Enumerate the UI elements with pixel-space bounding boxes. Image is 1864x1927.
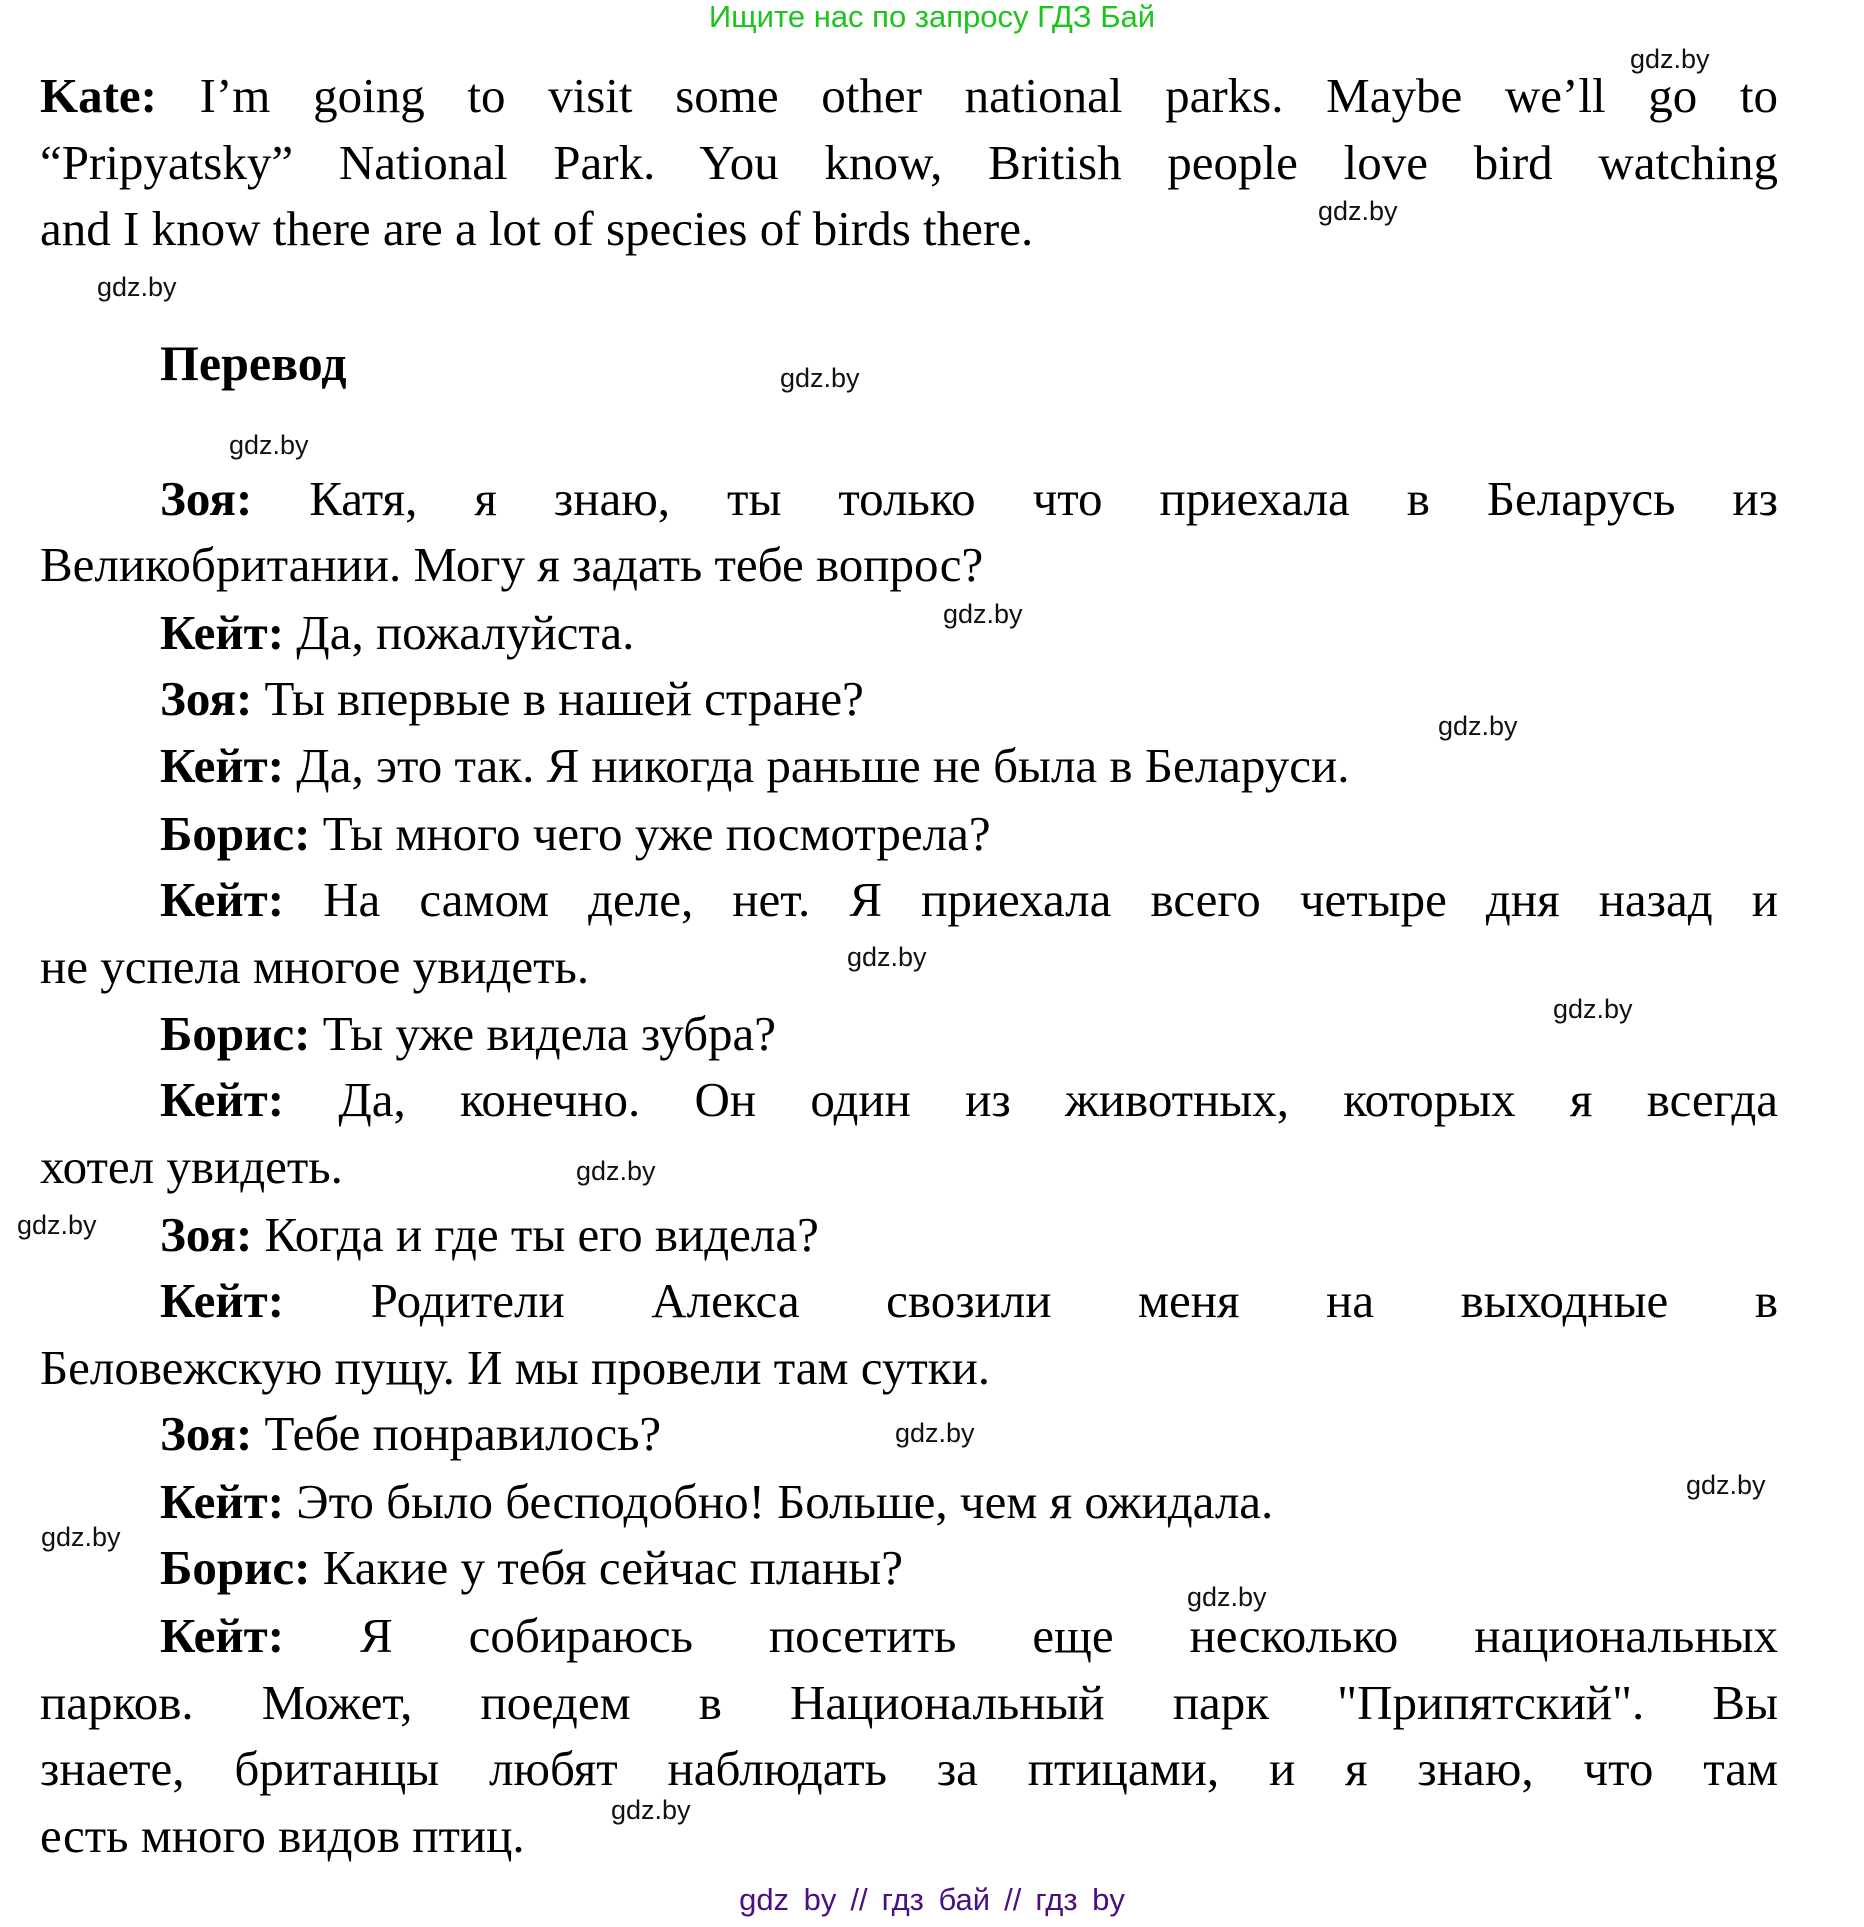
watermark: gdz.by xyxy=(576,1156,656,1186)
dialogue-line: есть много видов птиц. xyxy=(40,1808,525,1863)
dialogue-line: знаете, британцы любят наблюдать за птицами, и я знаю, что там xyxy=(40,1741,1778,1796)
watermark: gdz.by xyxy=(41,1522,121,1552)
speaker-label: Кейт: xyxy=(160,738,285,793)
speaker-label: Зоя: xyxy=(160,671,253,726)
speaker-label: Зоя: xyxy=(160,471,253,526)
watermark: gdz.by xyxy=(780,363,860,393)
dialogue-line: Зоя: Ты впервые в нашей стране? xyxy=(160,671,864,726)
speaker-label: Зоя: xyxy=(160,1406,253,1461)
speaker-label: Борис: xyxy=(160,1006,311,1061)
speaker-label: Кейт: xyxy=(160,605,285,660)
dialogue-line: Кейт: Да, пожалуйста. xyxy=(160,605,635,660)
speaker-label: Зоя: xyxy=(160,1207,253,1262)
dialogue-line: хотел увидеть. xyxy=(40,1139,343,1194)
english-line-1: Kate: I’m going to visit some other national parks. Maybe we’ll go to xyxy=(40,68,1778,123)
speaker-label: Кейт: xyxy=(160,1474,285,1529)
dialogue-line: Кейт: Это было бесподобно! Больше, чем я ожидала. xyxy=(160,1474,1274,1529)
watermark: gdz.by xyxy=(229,430,309,460)
dialogue-line: Борис: Какие у тебя сейчас планы? xyxy=(160,1540,903,1595)
speaker-label: Кейт: xyxy=(160,1273,285,1328)
watermark: gdz.by xyxy=(17,1210,97,1240)
dialogue-line: Зоя: Когда и где ты его видела? xyxy=(160,1207,819,1262)
watermark: gdz.by xyxy=(847,942,927,972)
dialogue-line: Кейт: Да, конечно. Он один из животных, которых я всегда xyxy=(160,1072,1779,1127)
watermark: gdz.by xyxy=(1553,994,1633,1024)
watermark: gdz.by xyxy=(1318,196,1398,226)
dialogue-line: Кейт: Да, это так. Я никогда раньше не была в Беларуси. xyxy=(160,738,1350,793)
speaker-label: Кейт: xyxy=(160,1072,285,1127)
english-line-2: “Pripyatsky” National Park. You know, British people love bird watching xyxy=(40,135,1778,190)
speaker-label: Kate: xyxy=(40,68,157,123)
dialogue-line: Зоя: Катя, я знаю, ты только что приехала в Беларусь из xyxy=(160,471,1779,526)
speaker-label: Кейт: xyxy=(160,872,285,927)
dialogue-line: Борис: Ты много чего уже посмотрела? xyxy=(160,806,991,861)
watermark: gdz.by xyxy=(1438,711,1518,741)
translation-heading: Перевод xyxy=(160,335,347,391)
watermark: gdz.by xyxy=(1686,1470,1766,1500)
dialogue-line: парков. Может, поедем в Национальный парк "Припятский". Вы xyxy=(40,1675,1778,1730)
footer-separator: // xyxy=(1004,1882,1022,1917)
dialogue-line: Кейт: Родители Алекса свозили меня на выходные в xyxy=(160,1273,1778,1328)
speaker-label: Кейт: xyxy=(160,1608,285,1663)
footer-link-gdz-by-ru[interactable]: гдз by xyxy=(1035,1882,1125,1917)
dialogue-line: не успела многое увидеть. xyxy=(40,939,590,994)
watermark: gdz.by xyxy=(895,1418,975,1448)
dialogue-line: Борис: Ты уже видела зубра? xyxy=(160,1006,777,1061)
footer-separator: // xyxy=(850,1882,868,1917)
dialogue-line: Кейт: Я собираюсь посетить еще несколько национальных xyxy=(160,1608,1779,1663)
footer-link-gdz-bai[interactable]: гдз бай xyxy=(881,1882,991,1917)
footer-links xyxy=(0,1882,1864,1918)
footer-link-gdz-by[interactable]: gdz by xyxy=(739,1882,837,1917)
dialogue-line: Кейт: На самом деле, нет. Я приехала всего четыре дня назад и xyxy=(160,872,1779,927)
speaker-label: Борис: xyxy=(160,806,311,861)
dialogue-line: Великобритании. Могу я задать тебе вопрос? xyxy=(40,537,984,592)
watermark: gdz.by xyxy=(1630,44,1710,74)
dialogue-line: Беловежскую пущу. И мы провели там сутки. xyxy=(40,1340,991,1395)
watermark: gdz.by xyxy=(97,272,177,302)
english-line-3: and I know there are a lot of species of birds there. xyxy=(40,201,1034,256)
watermark: gdz.by xyxy=(943,599,1023,629)
dialogue-line: Зоя: Тебе понравилось? xyxy=(160,1406,662,1461)
watermark: gdz.by xyxy=(611,1795,691,1825)
promo-header: Ищите нас по запросу ГДЗ Бай xyxy=(708,0,1156,34)
speaker-label: Борис: xyxy=(160,1540,311,1595)
watermark: gdz.by xyxy=(1187,1582,1267,1612)
